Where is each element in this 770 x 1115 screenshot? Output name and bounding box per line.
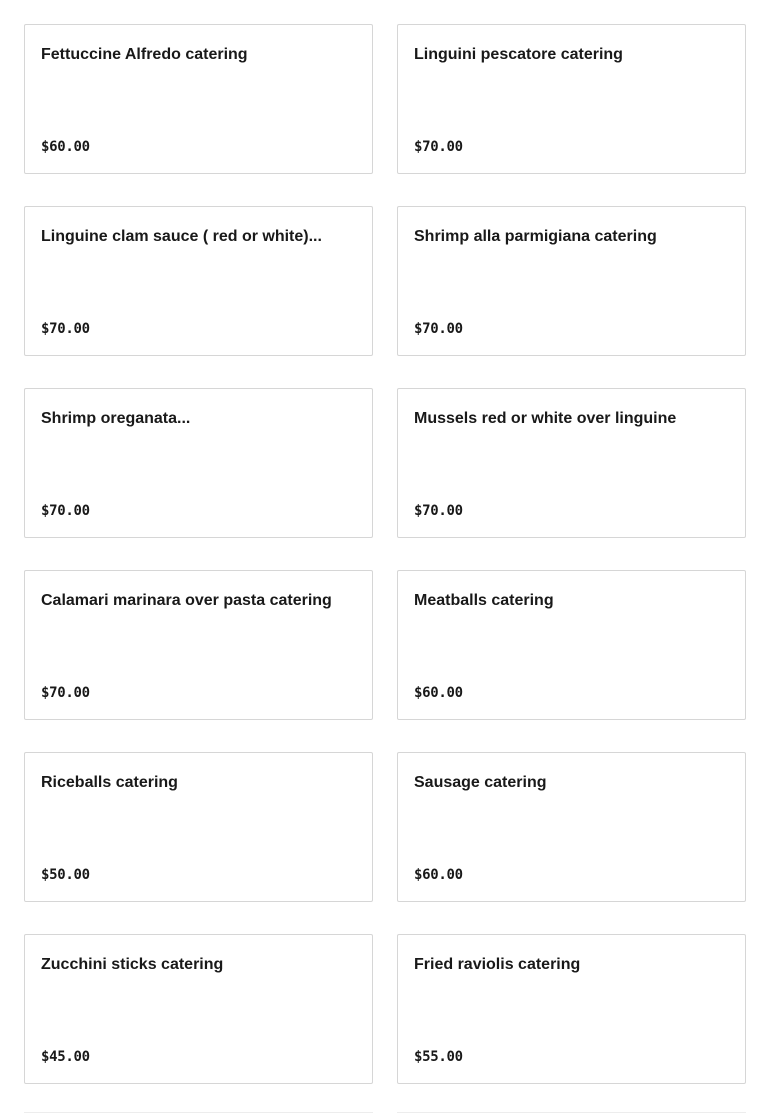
menu-item-name: Mussels red or white over linguine bbox=[414, 410, 677, 427]
menu-item-card[interactable] bbox=[397, 752, 746, 902]
menu-item-name: Zucchini sticks catering bbox=[41, 956, 224, 973]
menu-item-name: Fettuccine Alfredo catering bbox=[41, 46, 248, 63]
menu-item-name: Shrimp oreganata... bbox=[41, 410, 191, 427]
menu-item-grid bbox=[24, 24, 746, 1084]
menu-item-name: Meatballs catering bbox=[414, 592, 554, 609]
menu-item-price: $60.00 bbox=[414, 685, 463, 701]
menu-item-card[interactable] bbox=[24, 570, 373, 720]
menu-item-price: $60.00 bbox=[41, 139, 90, 155]
menu-item-name: Riceballs catering bbox=[41, 774, 178, 791]
menu-item-price: $70.00 bbox=[41, 685, 90, 701]
menu-item-card[interactable] bbox=[24, 752, 373, 902]
menu-item-card[interactable] bbox=[397, 570, 746, 720]
menu-item-card[interactable] bbox=[24, 206, 373, 356]
menu-item-card[interactable] bbox=[24, 24, 373, 174]
menu-item-name: Calamari marinara over pasta catering bbox=[41, 592, 332, 609]
menu-item-price: $70.00 bbox=[414, 139, 463, 155]
menu-item-name: Linguine clam sauce ( red or white)... bbox=[41, 228, 322, 245]
menu-item-card[interactable] bbox=[397, 388, 746, 538]
menu-item-price: $70.00 bbox=[414, 321, 463, 337]
menu-item-card[interactable] bbox=[397, 206, 746, 356]
menu-item-name: Sausage catering bbox=[414, 774, 547, 791]
menu-item-price: $70.00 bbox=[41, 321, 90, 337]
menu-item-name: Fried raviolis catering bbox=[414, 956, 581, 973]
menu-item-price: $50.00 bbox=[41, 867, 90, 883]
menu-item-card[interactable] bbox=[24, 934, 373, 1084]
menu-item-price: $55.00 bbox=[414, 1049, 463, 1065]
menu-item-price: $70.00 bbox=[41, 503, 90, 519]
menu-item-price: $45.00 bbox=[41, 1049, 90, 1065]
menu-item-card[interactable] bbox=[24, 388, 373, 538]
menu-item-name: Linguini pescatore catering bbox=[414, 46, 623, 63]
menu-item-card[interactable] bbox=[397, 24, 746, 174]
menu-item-card[interactable] bbox=[397, 934, 746, 1084]
menu-item-price: $60.00 bbox=[414, 867, 463, 883]
menu-item-price: $70.00 bbox=[414, 503, 463, 519]
menu-item-name: Shrimp alla parmigiana catering bbox=[414, 228, 657, 245]
